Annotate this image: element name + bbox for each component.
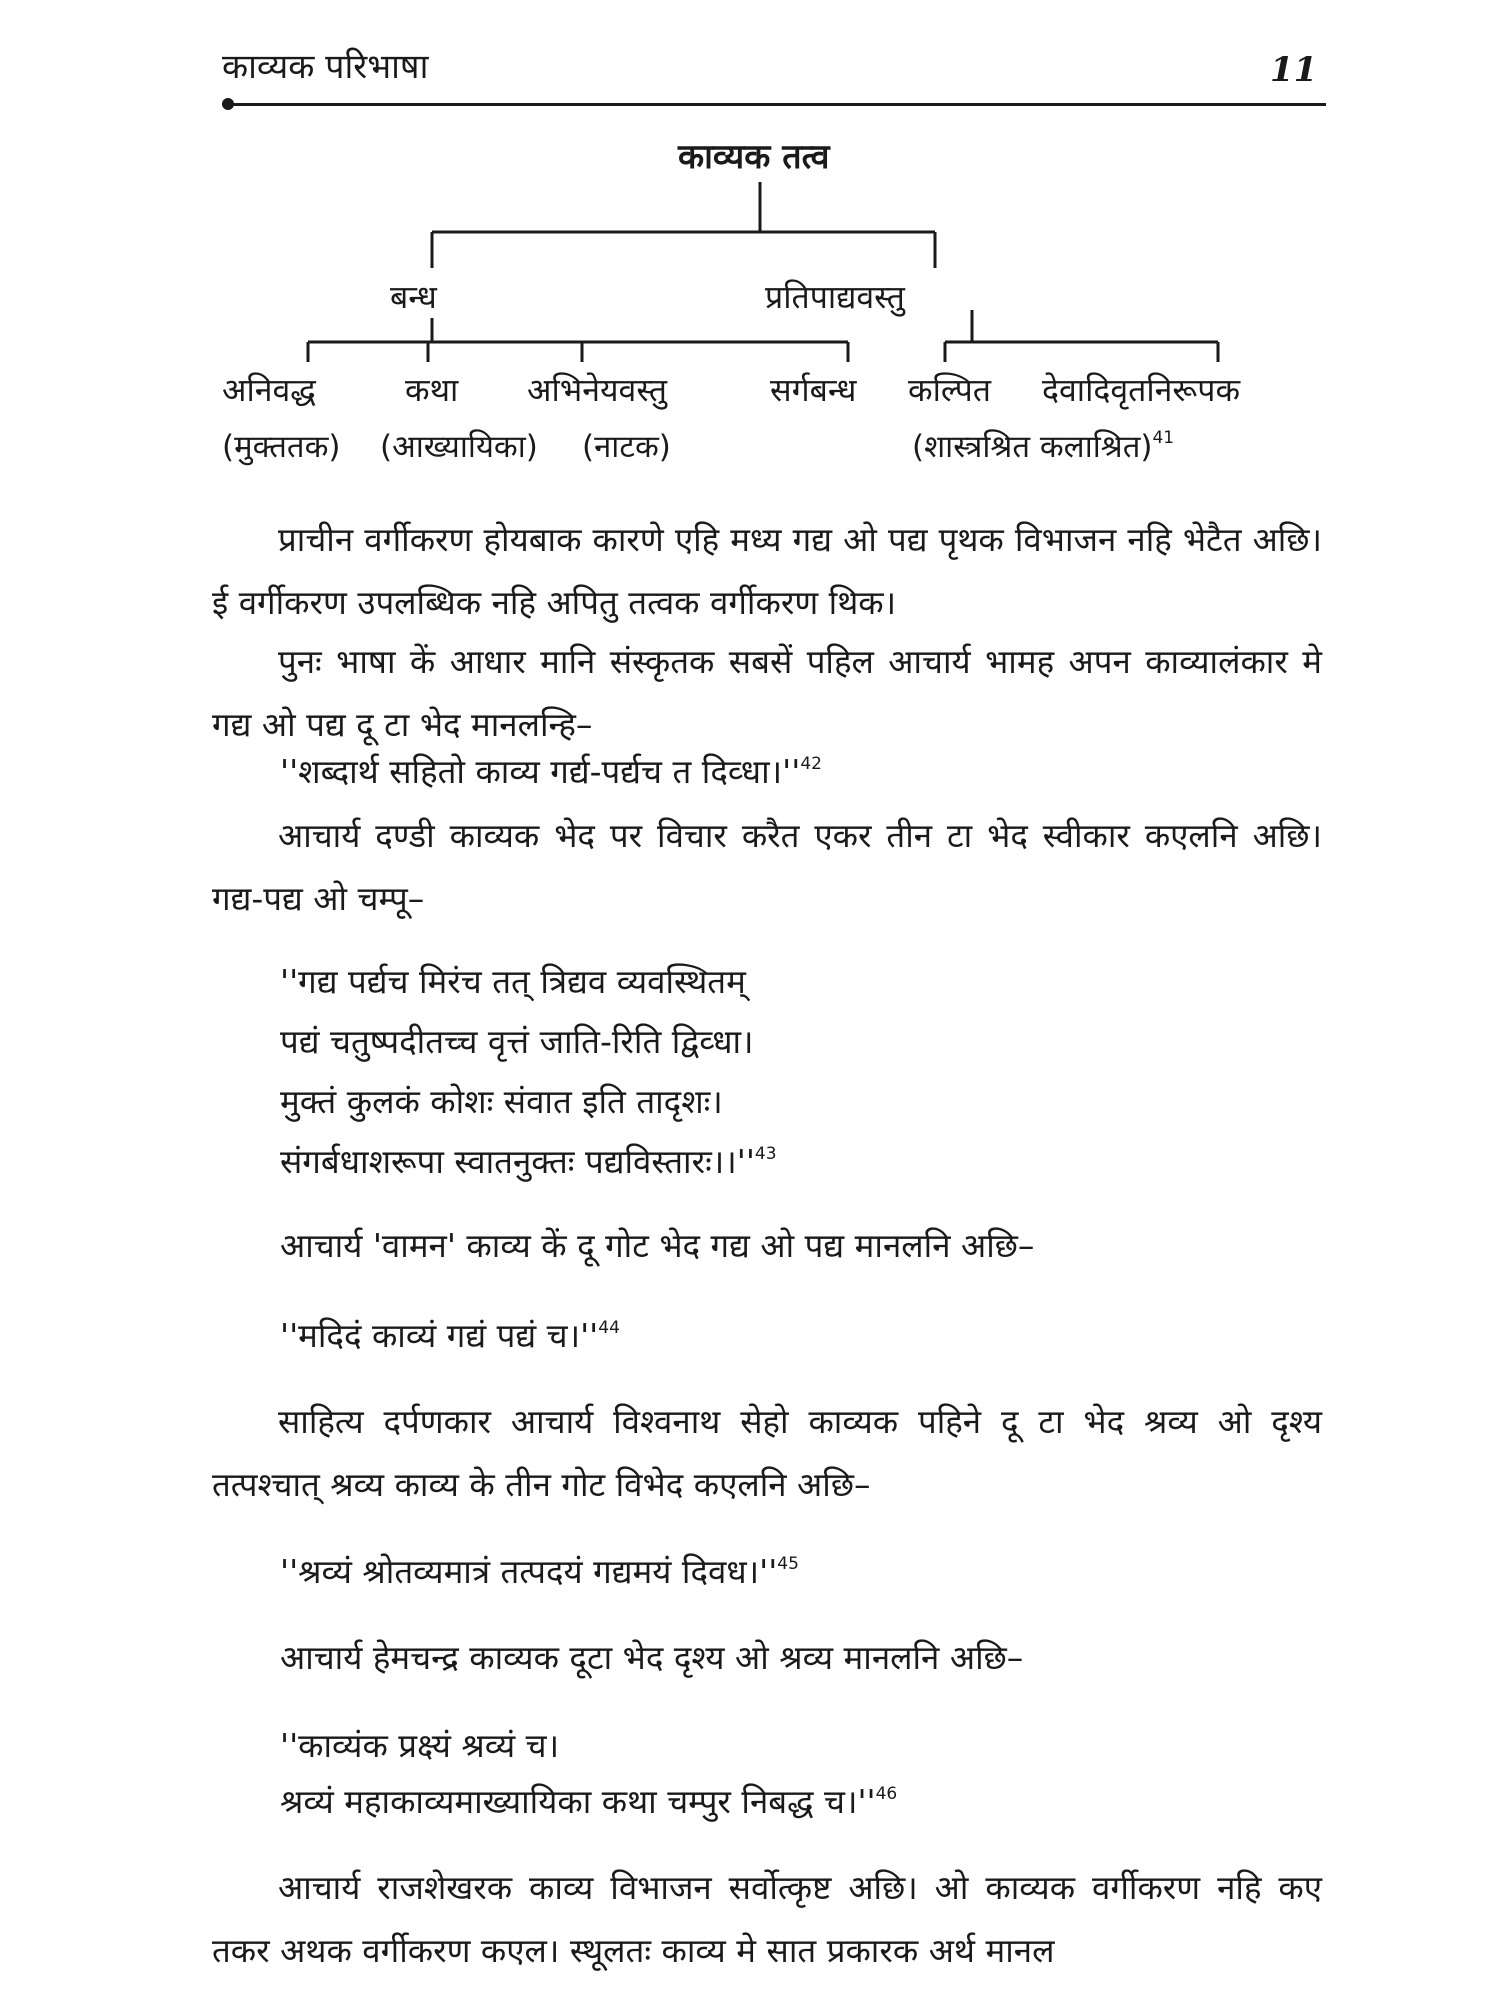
footnote-ref: 42	[800, 754, 822, 774]
tree-leaf-anivaddha: अनिवद्ध	[222, 371, 316, 409]
tree-sub-natak: (नाटक)	[582, 429, 671, 465]
footnote-ref: 43	[754, 1144, 777, 1164]
paragraph-6: आचार्य हेमचन्द्र काव्यक दूटा भेद दृश्य ओ श्रव्य मानलनि अछि–	[280, 1638, 1024, 1677]
footnote-ref: 44	[598, 1318, 620, 1338]
footnote-ref: 46	[875, 1784, 898, 1804]
quote-4: ''श्रव्यं श्रोतव्यमात्रं तत्पदयं गद्यमयं $दिवध।''^{45}$	[280, 1552, 799, 1591]
tree-node-vastu: प्रतिपाद्यवस्तु	[765, 278, 905, 316]
quote-3: ''मदिदं काव्यं गद्यं पद्यं $च।''^{44}$	[280, 1316, 620, 1355]
quote-2-line-1: ''गद्य पर्द्यच मिरंच तत् त्रिद्यव व्यवस्थितम्	[280, 962, 746, 1001]
tree-leaf-kalpit: कल्पित	[908, 371, 992, 409]
footnote-ref: 41	[1152, 428, 1175, 448]
tree-leaf-abhineyavastu: अभिनेयवस्तु	[527, 371, 668, 409]
quote-2-line-2: पद्यं चतुष्पदीतच्च वृत्तं जाति-रिति द्विव्धा।	[280, 1022, 754, 1061]
tree-sub-akhyayika: (आख्यायिका)	[380, 429, 538, 465]
paragraph-2: पुनः भाषा कें आधार मानि संस्कृतक सबसें पहिल आचार्य भामह अपन काव्यालंकार मे गद्य ओ पद्य दू टा भेद मानलन्हि–	[212, 642, 1322, 744]
quote-2-line-3: मुक्तं कुलकं कोशः संवात इति तादृशः।	[280, 1082, 723, 1121]
paragraph-4: आचार्य 'वामन' काव्य कें दू गोट भेद गद्य ओ पद्य मानलनि अछि–	[280, 1226, 1035, 1265]
quote-5-line-2: श्रव्यं महाकाव्यमाख्यायिका कथा चम्पुर निबद्ध $च।''^{46}$	[280, 1782, 898, 1821]
quote-1: ''शब्दार्थ सहितो काव्य गर्द्य-पर्द्यच त $दिव्धा।''^{42}$	[280, 752, 822, 791]
tree-node-bandha: बन्ध	[390, 278, 437, 316]
footnote-ref: 45	[777, 1554, 799, 1574]
tree-root: काव्यक तत्व	[678, 137, 830, 177]
tree-leaf-katha: कथा	[405, 371, 459, 409]
quote-2-line-4: संगर्बधाशरूपा स्वातनुक्तः $पद्यविस्तारः।।''^{43}$	[280, 1142, 777, 1181]
tree-leaf-devadi: देवादिवृतनिरूपक	[1042, 371, 1241, 409]
paragraph-1: प्राचीन वर्गीकरण होयबाक कारणे एहि मध्य गद्य ओ पद्य पृथक विभाजन नहि भेटैत अछि। ई वर्गीकरण उपलब्धिक नहि अपितु तत्वक वर्गीकरण थिक।	[212, 520, 1322, 622]
page-number: 11	[1270, 50, 1318, 90]
paragraph-3: आचार्य दण्डी काव्यक भेद पर विचार करैत एकर तीन टा भेद स्वीकार कएलनि अछि। गद्य-पद्य ओ चम्पू–	[212, 816, 1322, 918]
paragraph-5: साहित्य दर्पणकार आचार्य विश्वनाथ सेहो काव्यक पहिने दू टा भेद श्रव्य ओ दृश्य तत्पश्चात् श्रव्य काव्य के तीन गोट विभेद कएलनि अछि–	[212, 1402, 1322, 1504]
tree-sub-muktatak: (मुक्ततक)	[222, 429, 341, 465]
tree-sub-shastra: (शास्त्रश्रित कलाश्रित)$^{41}$	[912, 428, 1175, 465]
tree-leaf-sargabandha: सर्गबन्ध	[770, 371, 857, 409]
paragraph-7: आचार्य राजशेखरक काव्य विभाजन सर्वोत्कृष्ट अछि। ओ काव्यक वर्गीकरण नहि कए तकर अथक वर्गीकरण कएल। स्थूलतः काव्य मे सात प्रकारक अर्थ मानल	[212, 1868, 1322, 1970]
running-header-title: काव्यक परिभाषा	[222, 47, 429, 87]
quote-5-line-1: ''काव्यंक प्रक्ष्यं श्रव्यं च।	[280, 1726, 560, 1765]
